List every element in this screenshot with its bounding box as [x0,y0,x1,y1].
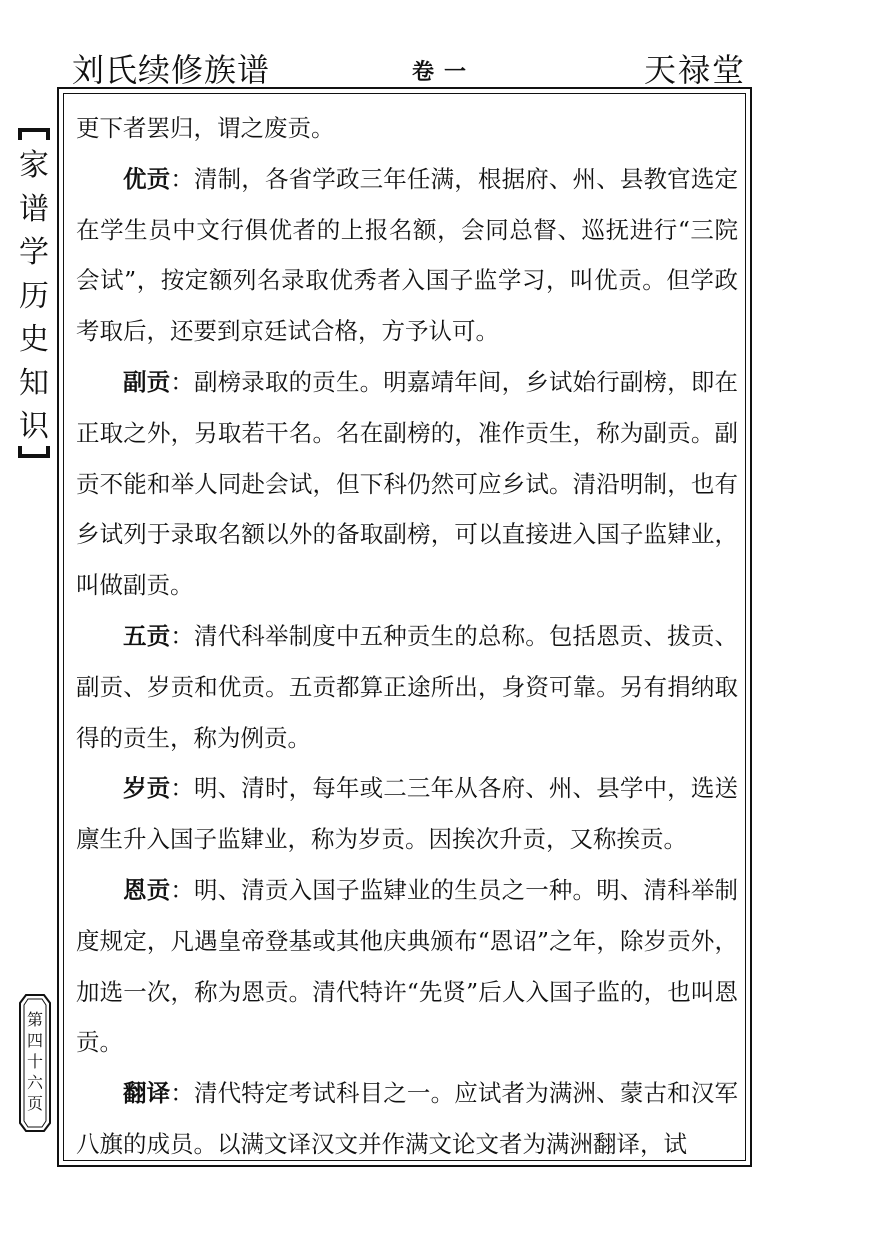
section-name-vertical [16,144,52,449]
paragraph-suigong [76,763,738,865]
hall-name: 天禄堂 [644,51,747,89]
page-number-char: 十 [26,1052,43,1071]
section-side-tab [16,128,52,458]
term-label: 副贡 [123,367,171,396]
paragraph-fugong [76,357,738,611]
page-number-char: 四 [26,1031,43,1050]
bracket-bottom-icon [18,446,50,458]
term-label: 恩贡 [123,875,171,904]
page-number-char: 页 [26,1094,43,1113]
term-label: 优贡 [123,164,171,193]
paragraph-engong [76,865,738,1068]
term-label: 翻译 [123,1079,171,1108]
section-char: 史 [19,322,49,357]
term-label: 五贡 [123,621,171,650]
page-body [76,103,738,1170]
section-char: 学 [19,235,49,270]
paragraph-youxgong [76,154,738,357]
page-number-char: 第 [26,1010,43,1029]
section-char: 家 [19,148,49,183]
term-label: 岁贡 [123,774,171,803]
paragraph-continuation: 更下者罢归，谓之废贡。 [76,114,335,142]
term-definition: ：副榜录取的贡生。明嘉靖年间，乡试始行副榜，即在正取之外，另取若干名。名在副榜的，准作贡生，称为副贡。副贡不能和举人同赴会试，但下科仍然可应乡试。清沿明制，也有乡试列于录取名额以外的备取副榜，可以直接进入国子监肄业，叫做副贡。 [76,367,739,600]
section-char: 历 [19,278,49,314]
term-definition: ：明、清贡入国子监肄业的生员之一种。明、清科举制度规定，凡遇皇帝登基或其他庆典颁布“恩诏”之年，除岁贡外，加选一次，称为恩贡。清代特许“先贤”后人入国子监的，也叫恩贡。 [76,875,739,1057]
bracket-top-icon [18,128,50,140]
page-number-vertical [18,1009,52,1114]
term-definition: ：清制，各省学政三年任满，根据府、州、县教官选定在学生员中文行俱优者的上报名额，会同总督、巡抚进行“三院会试”，按定额列名录取优秀者入国子监学习，叫优贡。但学政考取后，还要到京廷试合格，方予认可。 [76,164,739,346]
term-definition: ：清代科举制度中五种贡生的总称。包括恩贡、拔贡、副贡、岁贡和优贡。五贡都算正途所出，身资可靠。另有捐纳取得的贡生，称为例贡。 [76,621,739,752]
term-definition: ：清代特定考试科目之一。应试者为满洲、蒙古和汉军八旗的成员。以满文译汉文并作满文论文者为满洲翻译，试 [76,1079,739,1158]
term-definition: ：明、清时，每年或二三年从各府、州、县学中，选送廪生升入国子监肄业，称为岁贡。因挨次升贡，又称挨贡。 [76,774,739,854]
page-number-char: 六 [26,1073,43,1092]
section-char: 知 [19,365,49,401]
page-number-badge [18,993,52,1133]
paragraph-wugong [76,611,738,763]
section-char: 识 [19,409,49,444]
section-char: 谱 [19,191,49,227]
genealogy-title: 刘氏续修族谱 [72,51,271,89]
volume-label: 卷一 [412,59,477,85]
paragraph-fanyi [76,1068,738,1170]
